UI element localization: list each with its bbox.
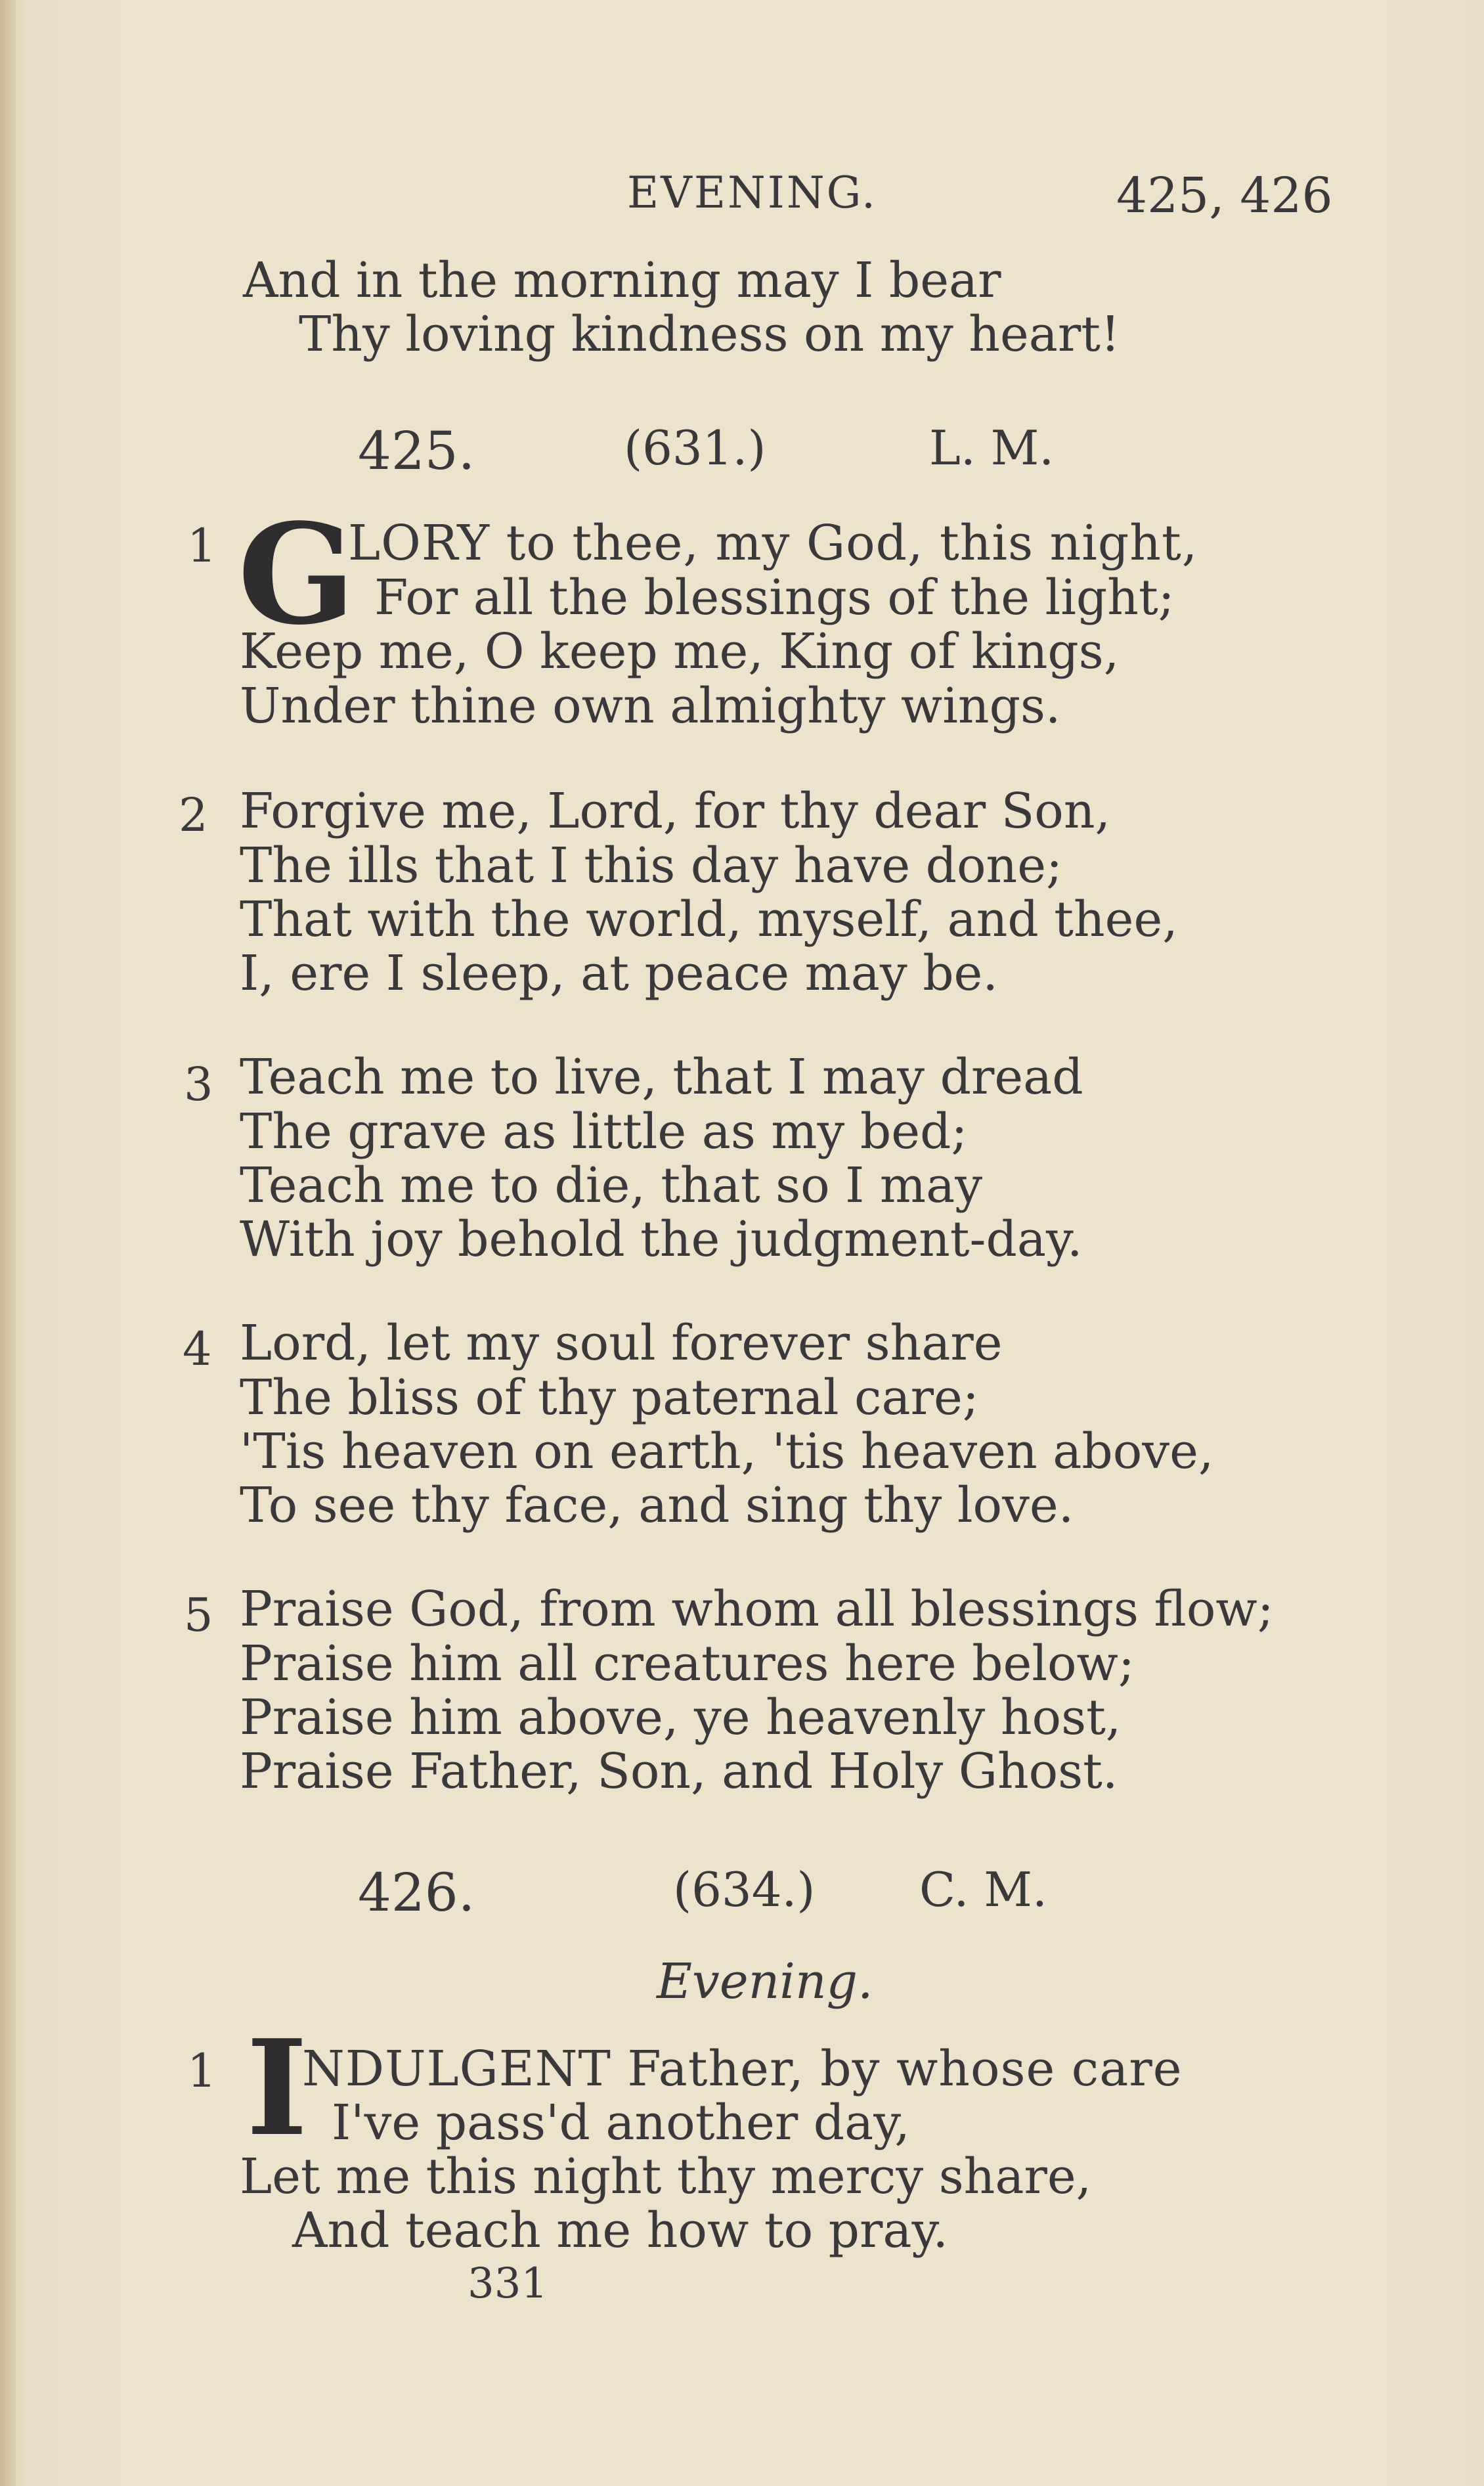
hymn-number: 426. — [358, 1862, 475, 1923]
verse-line: That with the world, myself, and thee, — [240, 891, 1178, 948]
verse-line: 'Tis heaven on earth, 'tis heaven above, — [240, 1423, 1214, 1480]
verse-line: Keep me, O keep me, King of kings, — [240, 623, 1120, 680]
verse-line: Under thine own almighty wings. — [240, 678, 1061, 734]
verse-line: I, ere I sleep, at peace may be. — [240, 945, 998, 1002]
drop-cap: I — [246, 2011, 308, 2165]
verse-number: 4 — [183, 1322, 212, 1376]
hymn-meter: C. M. — [919, 1862, 1047, 1917]
verse-line: Praise him above, ye heavenly host, — [240, 1689, 1122, 1746]
verse-line: For all the blessings of the light; — [374, 569, 1175, 626]
verse-line: LORY to thee, my God, this night, — [348, 515, 1198, 571]
verse-number: 3 — [184, 1057, 213, 1111]
verse-line: NDULGENT Father, by whose care — [302, 2041, 1183, 2097]
verse-line: The grave as little as my bed; — [240, 1103, 968, 1160]
prev-hymn-line: And in the morning may I bear — [243, 252, 1001, 309]
verse-line: And teach me how to pray. — [292, 2202, 948, 2259]
verse-line: Praise Father, Son, and Holy Ghost. — [240, 1743, 1118, 1800]
prev-hymn-line: Thy loving kindness on my heart! — [299, 306, 1120, 363]
verse-line: The bliss of thy paternal care; — [240, 1369, 979, 1426]
hymn-subtitle: Evening. — [657, 1953, 873, 2010]
verse-line: Lord, let my soul forever share — [240, 1315, 1003, 1371]
verse-number: 2 — [179, 788, 208, 842]
hymn-reference: (631.) — [624, 420, 766, 476]
verse-line: To see thy face, and sing thy love. — [240, 1477, 1074, 1534]
verse-line: Let me this night thy mercy share, — [240, 2148, 1092, 2205]
verse-line: Teach me to die, that so I may — [240, 1157, 982, 1214]
verse-line: With joy behold the judgment-day. — [240, 1211, 1083, 1268]
running-header-hymn-numbers: 425, 426 — [1116, 167, 1333, 224]
verse-line: Forgive me, Lord, for thy dear Son, — [240, 783, 1111, 839]
drop-cap: G — [238, 493, 356, 655]
verse-line: Praise God, from whom all blessings flow; — [240, 1581, 1274, 1637]
verse-line: The ills that I this day have done; — [240, 837, 1062, 894]
page-number: 331 — [468, 2259, 548, 2308]
hymn-reference: (634.) — [673, 1862, 816, 1917]
verse-line: Praise him all creatures here below; — [240, 1635, 1135, 1692]
hymn-meter: L. M. — [929, 420, 1055, 476]
verse-line: Teach me to live, that I may dread — [240, 1049, 1083, 1105]
page-edge — [0, 0, 16, 2486]
running-header-title: EVENING. — [627, 167, 877, 218]
hymn-number: 425. — [358, 420, 475, 481]
verse-line: I've pass'd another day, — [332, 2095, 910, 2151]
verse-number: 1 — [187, 2044, 217, 2098]
verse-number: 1 — [187, 519, 217, 573]
verse-number: 5 — [184, 1588, 213, 1642]
